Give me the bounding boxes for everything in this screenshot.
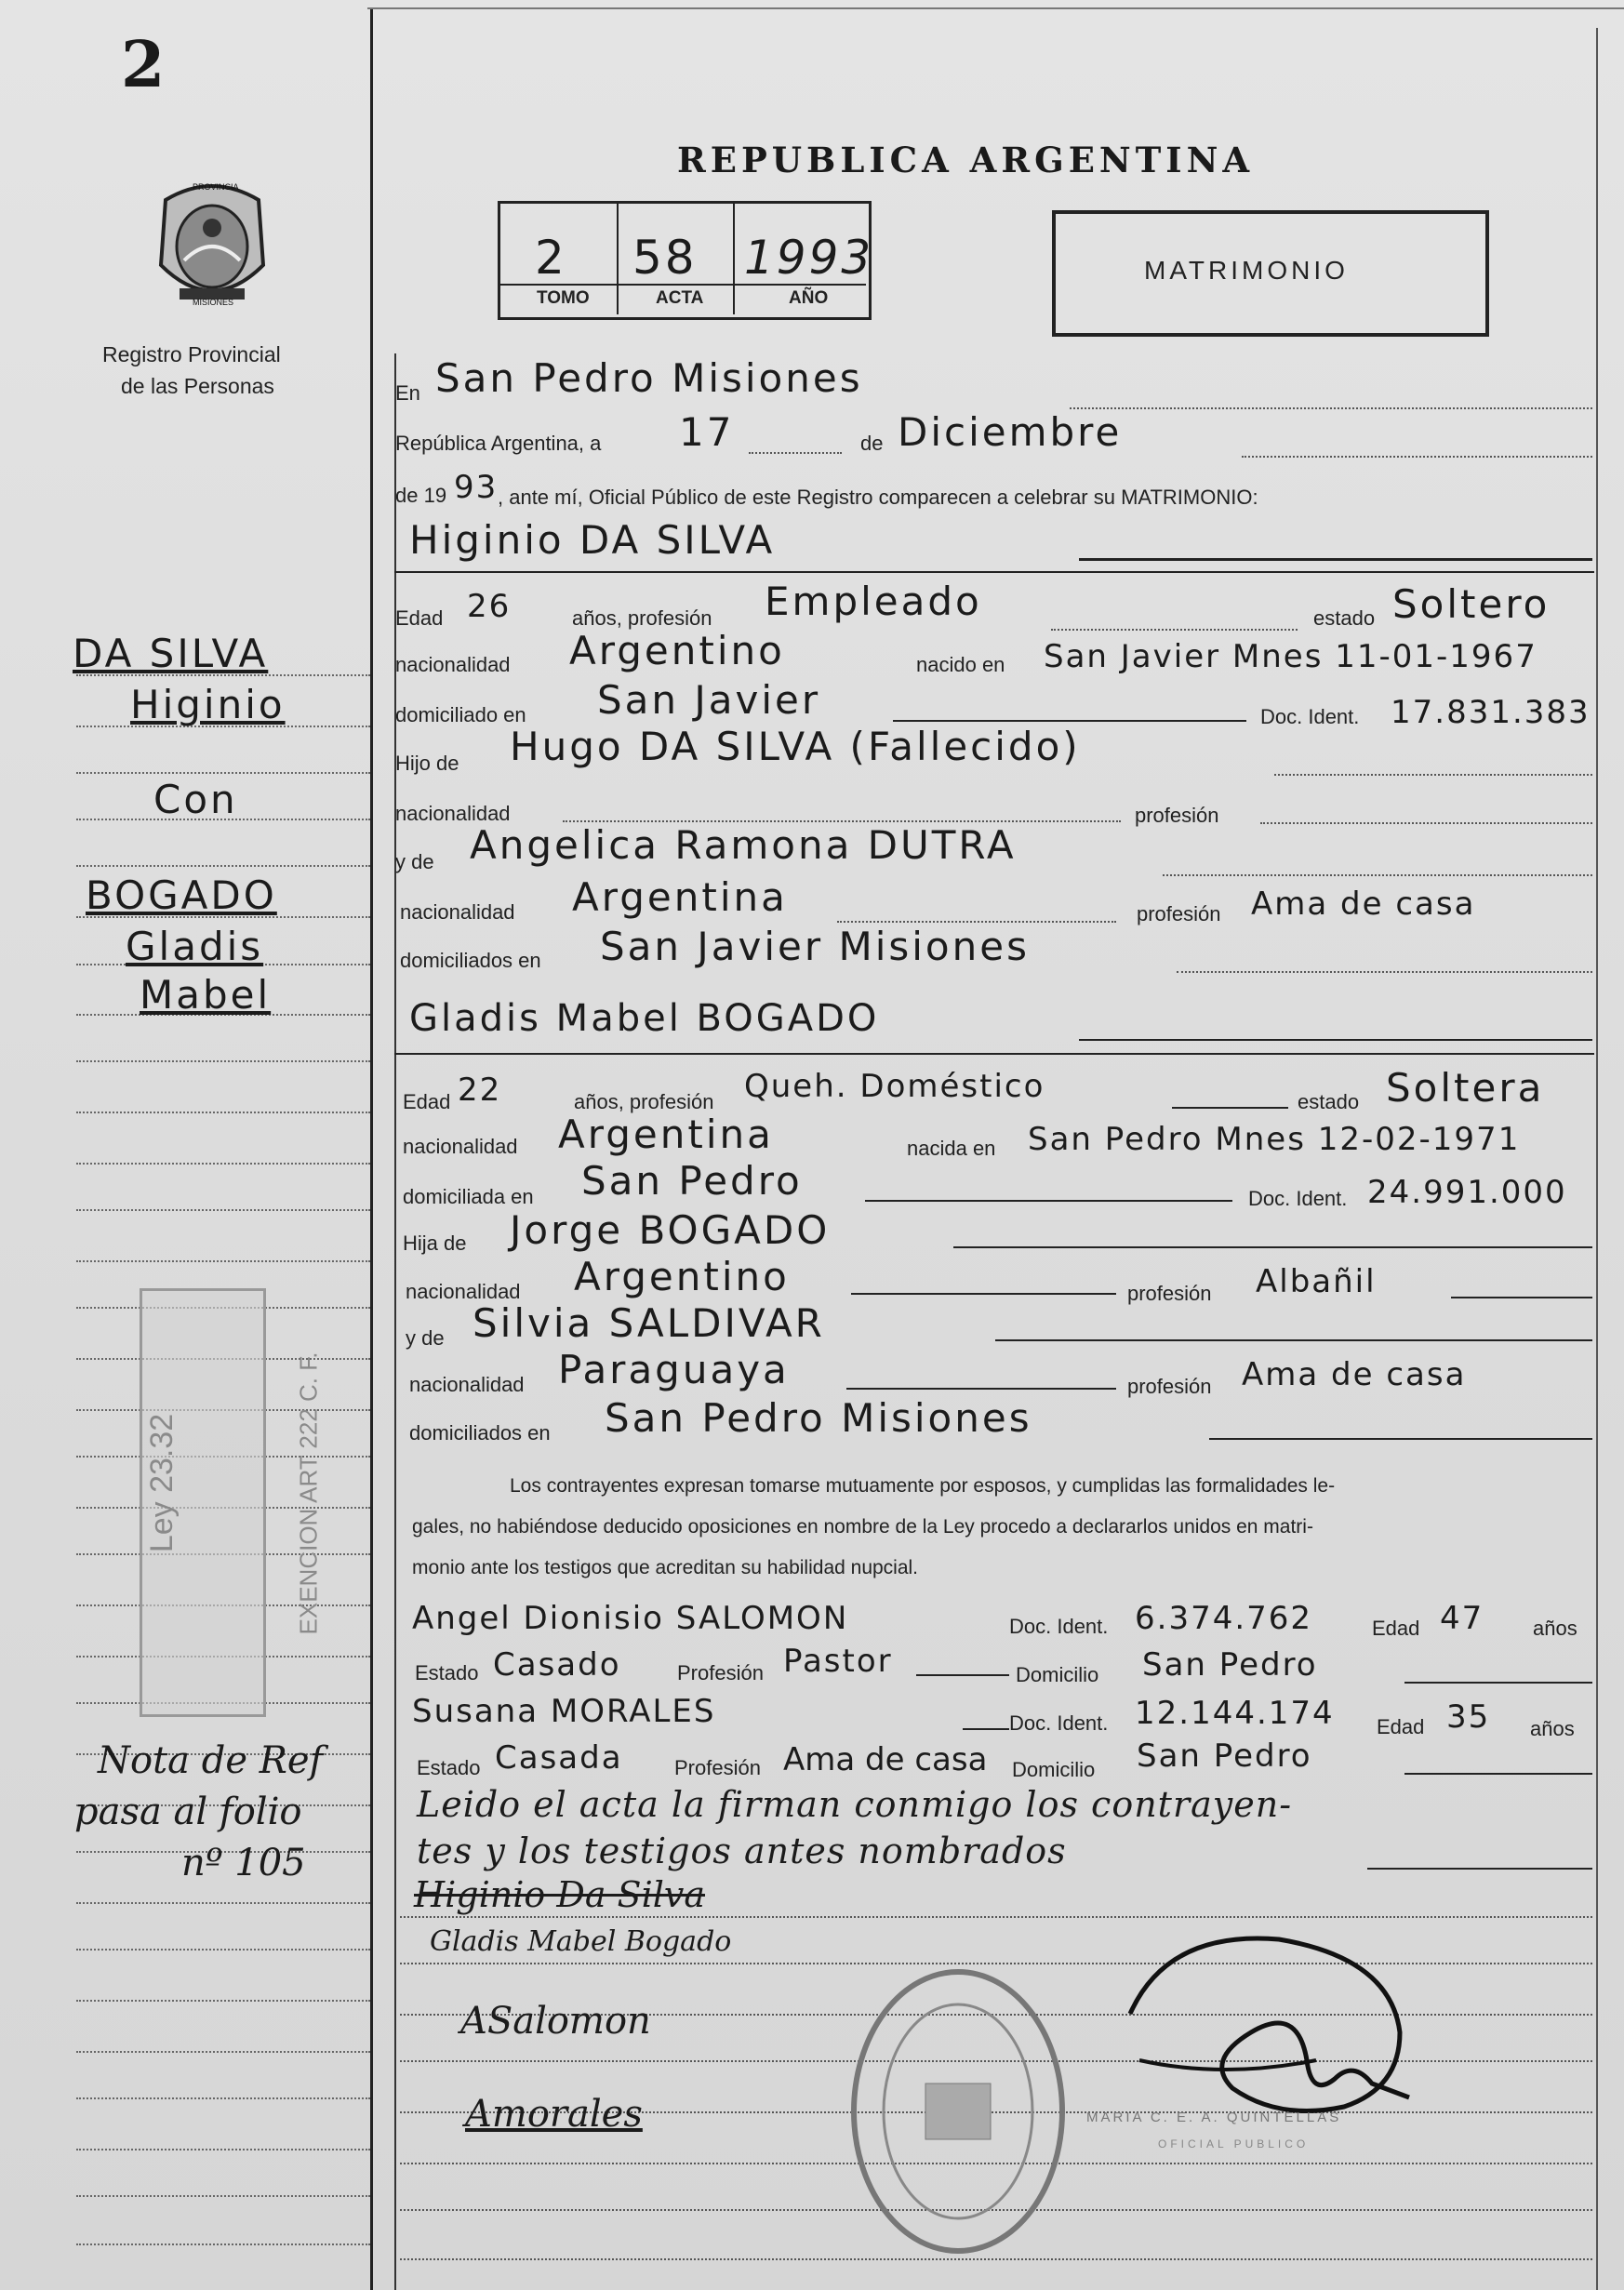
label-de: de xyxy=(860,432,884,455)
bride-mother: Silvia SALDIVAR xyxy=(473,1300,825,1346)
label-domiciliados-en: domiciliados en xyxy=(400,949,541,972)
label-profesion-cap: Profesión xyxy=(677,1661,764,1684)
signature-witness1: ASalomon xyxy=(460,2000,651,2043)
bride-profession: Queh. Doméstico xyxy=(744,1068,1045,1105)
signature-bride: Gladis Mabel Bogado xyxy=(430,1925,732,1958)
label-estado: estado xyxy=(1313,606,1376,630)
fill-line xyxy=(1079,558,1592,561)
bride-nationality: Argentina xyxy=(558,1112,774,1157)
groom-profession: Empleado xyxy=(765,579,982,624)
act-type: MATRIMONIO xyxy=(1144,256,1349,285)
act-place: San Pedro Misiones xyxy=(435,355,863,401)
bride-father: Jorge BOGADO xyxy=(510,1207,831,1253)
label-doc-ident: Doc. Ident. xyxy=(1248,1187,1348,1210)
ano-value: 1993 xyxy=(744,231,874,285)
bride-father-nationality: Argentino xyxy=(574,1254,790,1299)
groom-mother-profession: Ama de casa xyxy=(1251,885,1476,923)
act-year: 93 xyxy=(454,469,499,506)
margin-note-line1: Nota de Ref xyxy=(98,1739,324,1782)
page-number: 2 xyxy=(121,28,166,102)
label-anos-profesion: años, profesión xyxy=(572,606,712,630)
acta-label: ACTA xyxy=(656,288,704,308)
seal-text-bottom: MISIONES xyxy=(193,298,234,307)
label-doc-ident: Doc. Ident. xyxy=(1260,705,1360,728)
margin-bride-name1: Gladis xyxy=(126,924,264,969)
fill-line xyxy=(1451,1297,1592,1298)
fill-line xyxy=(1051,629,1298,631)
acta-value: 58 xyxy=(632,231,698,285)
margin-rule xyxy=(76,865,370,867)
fill-line xyxy=(963,1728,1009,1730)
country-title: REPUBLICA ARGENTINA xyxy=(677,140,1255,180)
label-profesion: profesión xyxy=(1135,804,1219,827)
margin-note-line3: nº 105 xyxy=(181,1842,306,1884)
groom-domicile: San Javier xyxy=(597,677,821,723)
officer-stamp-title: OFICIAL PUBLICO xyxy=(1158,2137,1310,2150)
witness1-profession: Pastor xyxy=(783,1643,893,1680)
groom-mother-nationality: Argentina xyxy=(572,874,788,920)
top-edge-rule xyxy=(367,7,1624,9)
registry-line1: Registro Provincial xyxy=(102,342,281,366)
label-edad: Edad xyxy=(403,1090,451,1113)
groom-age: 26 xyxy=(467,588,512,625)
officer-signature-icon xyxy=(1112,1921,1428,2135)
margin-rule xyxy=(76,1060,370,1062)
groom-full-name: Higinio DA SILVA xyxy=(409,517,776,563)
tomo-label: TOMO xyxy=(537,288,590,308)
label-nacionalidad: nacionalidad xyxy=(395,802,511,825)
fill-line xyxy=(851,1293,1116,1295)
label-doc-ident: Doc. Ident. xyxy=(1009,1615,1109,1638)
label-nacida-en: nacida en xyxy=(907,1137,996,1160)
closing-line1: Leido el acta la firman conmigo los contrayen- xyxy=(417,1784,1293,1825)
margin-rule xyxy=(76,2149,370,2150)
label-profesion: profesión xyxy=(1137,902,1221,925)
bride-father-profession: Albañil xyxy=(1256,1263,1377,1300)
fill-line xyxy=(1172,1107,1288,1109)
margin-rule xyxy=(76,1209,370,1211)
fill-line xyxy=(1367,1868,1592,1870)
fill-line xyxy=(749,452,842,454)
fill-line xyxy=(1242,456,1592,458)
label-anos: años xyxy=(1530,1717,1575,1740)
bride-parents-domicile: San Pedro Misiones xyxy=(605,1395,1032,1441)
witness2-name: Susana MORALES xyxy=(412,1693,716,1730)
fill-line xyxy=(837,921,1116,923)
fill-line xyxy=(953,1246,1592,1248)
section-rule xyxy=(394,1053,1594,1055)
margin-rule xyxy=(76,2051,370,2053)
ano-label: AÑO xyxy=(789,288,829,308)
label-domicilio: Domicilio xyxy=(1012,1758,1096,1781)
registry-line2: de las Personas xyxy=(121,374,274,398)
witness1-age: 47 xyxy=(1440,1600,1484,1637)
exemption-stamp-law: Ley 23.32 xyxy=(144,1413,180,1553)
label-profesion: profesión xyxy=(1127,1375,1212,1398)
margin-rule xyxy=(76,1949,370,1950)
closing-line2: tes y los testigos antes nombrados xyxy=(417,1831,1067,1871)
label-nacido-en: nacido en xyxy=(916,653,1005,676)
bride-mother-profession: Ama de casa xyxy=(1242,1356,1467,1393)
label-domiciliados-en: domiciliados en xyxy=(409,1421,551,1445)
witness2-profession: Ama de casa xyxy=(783,1741,988,1778)
witness1-name: Angel Dionisio SALOMON xyxy=(412,1600,849,1637)
fill-line xyxy=(1163,874,1592,876)
signature-groom: Higinio Da Silva xyxy=(414,1874,706,1915)
margin-rule xyxy=(76,1260,370,1262)
label-nacionalidad: nacionalidad xyxy=(395,653,511,676)
witness1-domicile: San Pedro xyxy=(1142,1646,1318,1684)
tomo-value: 2 xyxy=(535,231,567,285)
bride-mother-nationality: Paraguaya xyxy=(558,1347,790,1392)
fill-line xyxy=(1404,1773,1592,1775)
groom-nationality: Argentino xyxy=(569,628,785,673)
label-domicilio: Domicilio xyxy=(1016,1663,1099,1686)
bride-doc: 24.991.000 xyxy=(1367,1174,1567,1211)
witness2-status: Casada xyxy=(495,1739,623,1777)
witness2-domicile: San Pedro xyxy=(1137,1737,1312,1775)
act-month: Diciembre xyxy=(898,409,1123,455)
margin-divider xyxy=(370,9,373,2290)
label-estado: estado xyxy=(1298,1090,1360,1113)
bride-full-name: Gladis Mabel BOGADO xyxy=(409,997,880,1040)
bride-domicile: San Pedro xyxy=(581,1158,803,1204)
groom-father: Hugo DA SILVA (Fallecido) xyxy=(510,724,1081,769)
fill-line xyxy=(400,1916,1592,1918)
fill-line xyxy=(1404,1682,1592,1684)
label-anos-profesion: años, profesión xyxy=(574,1090,714,1113)
witness2-doc: 12.144.174 xyxy=(1135,1695,1335,1732)
fill-line xyxy=(1079,1039,1592,1041)
record-box-divider xyxy=(733,203,735,314)
margin-groom-surname: DA SILVA xyxy=(73,631,269,676)
label-anos: años xyxy=(1533,1617,1577,1640)
label-doc-ident: Doc. Ident. xyxy=(1009,1711,1109,1735)
margin-rule xyxy=(76,2000,370,2002)
margin-rule xyxy=(76,1902,370,1904)
groom-doc: 17.831.383 xyxy=(1391,694,1591,731)
form-right-rule xyxy=(1596,28,1598,2290)
label-nacionalidad: nacionalidad xyxy=(409,1373,525,1396)
label-profesion: profesión xyxy=(1127,1282,1212,1305)
section-rule xyxy=(394,571,1594,573)
margin-groom-name: Higinio xyxy=(130,682,286,727)
margin-note-line2: pasa al folio xyxy=(74,1791,302,1833)
label-profesion-cap: Profesión xyxy=(674,1756,761,1779)
label-domiciliado-en: domiciliado en xyxy=(395,703,526,726)
fill-line xyxy=(1209,1438,1592,1440)
fill-line xyxy=(1177,971,1592,973)
label-estado-cap: Estado xyxy=(417,1756,481,1779)
record-box-divider xyxy=(617,203,619,314)
fill-line xyxy=(1260,822,1592,824)
label-edad: Edad xyxy=(395,606,444,630)
margin-rule xyxy=(76,1112,370,1113)
bride-status: Soltera xyxy=(1386,1065,1545,1111)
official-seal-icon xyxy=(842,1963,1074,2260)
label-y-de: y de xyxy=(395,850,434,873)
statement-line3: monio ante los testigos que acreditan su habilidad nupcial. xyxy=(412,1557,919,1578)
label-nacionalidad: nacionalidad xyxy=(403,1135,518,1158)
groom-birth: San Javier Mnes 11-01-1967 xyxy=(1044,638,1537,675)
witness1-status: Casado xyxy=(493,1646,621,1684)
witness1-doc: 6.374.762 xyxy=(1135,1600,1313,1637)
fill-line xyxy=(916,1674,1009,1676)
fill-line xyxy=(893,720,1246,722)
witness2-age: 35 xyxy=(1446,1698,1491,1736)
margin-rule xyxy=(76,2195,370,2197)
signature-witness2: Amorales xyxy=(465,2093,643,2136)
fill-line xyxy=(995,1339,1592,1341)
provincial-seal-icon xyxy=(147,177,277,316)
act-day: 17 xyxy=(679,409,735,455)
label-domiciliada-en: domiciliada en xyxy=(403,1185,534,1208)
label-republica: República Argentina, a xyxy=(395,432,602,455)
label-hijo-de: Hijo de xyxy=(395,752,459,775)
margin-con: Con xyxy=(153,777,238,822)
label-nacionalidad: nacionalidad xyxy=(400,900,515,924)
groom-status: Soltero xyxy=(1392,581,1551,627)
label-de-19: de 19 xyxy=(395,484,447,507)
margin-rule xyxy=(76,2097,370,2099)
fill-line xyxy=(846,1388,1116,1390)
label-edad: Edad xyxy=(1377,1715,1425,1738)
groom-parents-domicile: San Javier Misiones xyxy=(600,924,1030,969)
form-left-rule xyxy=(394,353,396,2290)
label-y-de: y de xyxy=(406,1326,445,1350)
label-comparecen: , ante mí, Oficial Público de este Registro comparecen a celebrar su MATRIMONIO: xyxy=(498,486,1258,509)
label-estado-cap: Estado xyxy=(415,1661,479,1684)
seal-text-top: PROVINCIA xyxy=(193,182,239,192)
margin-rule xyxy=(76,772,370,774)
fill-line xyxy=(1274,774,1592,776)
margin-bride-name2: Mabel xyxy=(140,972,272,1018)
groom-mother: Angelica Ramona DUTRA xyxy=(470,822,1017,868)
label-nacionalidad: nacionalidad xyxy=(406,1280,521,1303)
label-en: En xyxy=(395,381,420,405)
bride-age: 22 xyxy=(458,1072,502,1109)
statement-line1: Los contrayentes expresan tomarse mutuamente por esposos, y cumplidas las formalidades le- xyxy=(510,1475,1336,1497)
margin-rule xyxy=(76,1163,370,1165)
officer-stamp-name: MARIA C. E. A. QUINTELLAS xyxy=(1086,2110,1342,2125)
label-hija-de: Hija de xyxy=(403,1232,467,1255)
bride-birth: San Pedro Mnes 12-02-1971 xyxy=(1028,1121,1521,1158)
exemption-stamp-article: EXENCION ART 222 C. F. xyxy=(294,1351,323,1635)
margin-bride-surname: BOGADO xyxy=(86,872,277,918)
statement-line2: gales, no habiéndose deducido oposiciones en nombre de la Ley procedo a declararlos unidos en matri- xyxy=(412,1516,1313,1538)
fill-line xyxy=(1070,407,1592,409)
margin-rule xyxy=(76,2243,370,2245)
fill-line xyxy=(865,1200,1232,1202)
label-edad: Edad xyxy=(1372,1617,1420,1640)
